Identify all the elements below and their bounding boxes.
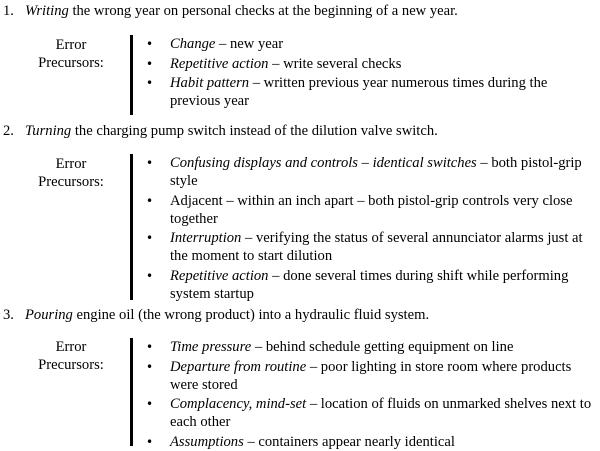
bullet-text: Adjacent – within an inch apart – both pistol-grip controls very close together (170, 192, 573, 227)
precursors-label-line1: Error (55, 339, 87, 355)
precursor-list (146, 35, 596, 110)
item-heading (3, 306, 429, 324)
bullet-italic: Complacency, mind-set (170, 396, 307, 412)
precursors-label-line1: Error (55, 37, 87, 53)
bullet-text: – new year (215, 36, 284, 52)
item-heading (3, 2, 458, 20)
precursor-bullet (146, 192, 596, 228)
bullet-text: – write several checks (268, 55, 402, 72)
bullet-italic: Confusing displays and controls – identical switches (170, 155, 477, 171)
bullet-italic: Habit pattern (170, 75, 250, 91)
bullet-italic: Time pressure (170, 339, 252, 355)
bullet-italic: Change (170, 36, 216, 52)
precursor-bullet (146, 229, 596, 265)
bullet-text: – both pistol-grip style (170, 155, 582, 189)
bullet-text: – written previous year numerous times during the previous year (170, 75, 548, 109)
precursor-list (146, 338, 596, 451)
bullet-text: – behind schedule getting equipment on line (251, 339, 514, 355)
precursor-bullet (146, 74, 596, 110)
item-number: 2. (3, 123, 14, 139)
bracket-bar (130, 35, 133, 115)
bullet-text: – poor lighting in store room where products were stored (170, 358, 572, 393)
bullet-text: – containers appear nearly identical (243, 433, 455, 450)
precursor-bullet (146, 35, 596, 53)
heading-italic: Turning (25, 123, 72, 139)
precursor-bullet (146, 395, 596, 431)
heading-text: the charging pump switch instead of the dilution valve switch. (71, 123, 438, 139)
heading-text: the wrong year on personal checks at the beginning of a new year. (68, 3, 458, 19)
heading-italic: Writing (25, 3, 69, 19)
bracket-bar (130, 154, 133, 300)
bracket-bar (130, 338, 133, 446)
item-number: 3. (3, 307, 14, 323)
bullet-italic: Repetitive action (170, 267, 269, 284)
precursors-label-line1: Error (55, 156, 87, 172)
precursor-list (146, 154, 596, 303)
bullet-italic: Assumptions (170, 433, 244, 450)
precursor-bullet (146, 338, 596, 356)
precursors-label (28, 36, 114, 72)
bullet-italic: Repetitive action (170, 55, 269, 72)
precursors-label-line2: Precursors: (38, 357, 104, 373)
heading-text: engine oil (the wrong product) into a hydraulic fluid system. (72, 307, 430, 323)
precursor-bullet (146, 433, 596, 451)
precursors-label (28, 155, 114, 191)
precursor-bullet (146, 358, 596, 394)
bullet-text: – done several times during shift while performing system startup (170, 267, 569, 302)
bullet-text: – verifying the status of several annunciator alarms just at the moment to start dilution (170, 230, 583, 264)
heading-italic: Pouring (25, 307, 73, 323)
precursor-bullet (146, 154, 596, 190)
bullet-italic: Departure from routine (170, 358, 307, 375)
precursors-label-line2: Precursors: (38, 55, 104, 71)
precursors-label-line2: Precursors: (38, 174, 104, 190)
bullet-italic: Interruption (170, 230, 242, 246)
bullet-text: – location of fluids on unmarked shelves next to each other (170, 396, 592, 430)
precursors-label (28, 338, 114, 374)
precursor-bullet (146, 55, 596, 73)
item-heading (3, 122, 438, 140)
precursor-bullet (146, 267, 596, 303)
item-number: 1. (3, 3, 14, 19)
